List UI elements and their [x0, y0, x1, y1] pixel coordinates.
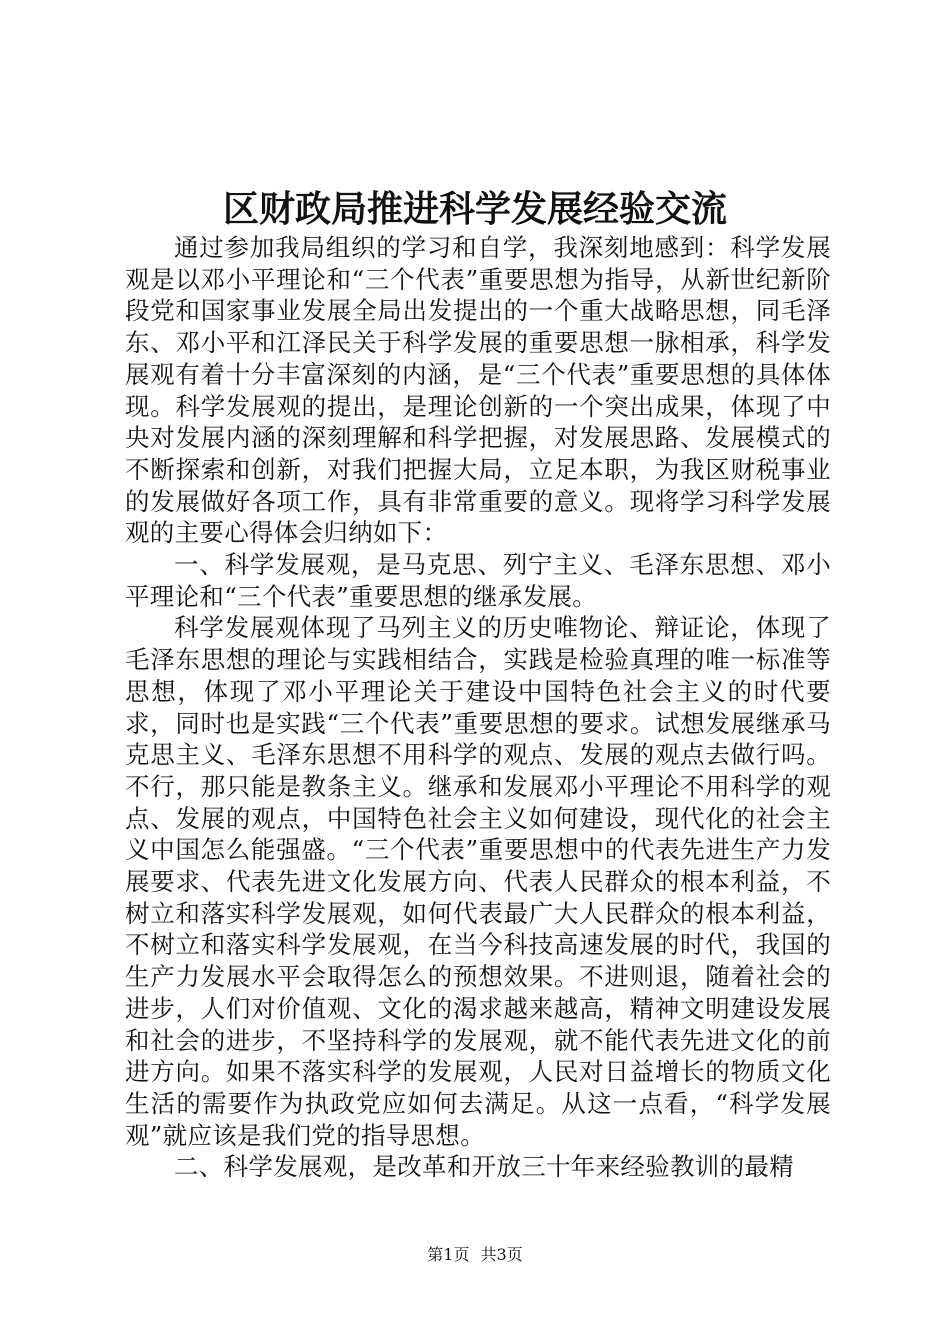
- page-number: 第1页: [427, 1245, 470, 1264]
- paragraph-intro: 通过参加我局组织的学习和自学，我深刻地感到：科学发展观是以邓小平理论和“三个代表”重要思想为指导，从新世纪新阶段党和国家事业发展全局出发提出的一个重大战略思想，同毛泽东、邓小平和江泽民关于科学发展的重要思想一脉相承，科学发展观有着十分丰富深刻的内涵，是“三个代表”重要思想的具体体现。科学发展观的提出，是理论创新的一个突出成果，体现了中央对发展内涵的深刻理解和科学把握，对发展思路、发展模式的不断探索和创新，对我们把握大局，立足本职，为我区财税事业的发展做好各项工作，具有非常重要的意义。现将学习科学发展观的主要心得体会归纳如下：: [125, 233, 831, 548]
- paragraph-section-one-heading: 一、科学发展观，是马克思、列宁主义、毛泽东思想、邓小平理论和“三个代表”重要思想的继承发展。: [125, 550, 831, 611]
- page-total: 共3页: [480, 1245, 523, 1264]
- paragraph-section-two-heading: 二、科学发展观，是改革和开放三十年来经验教训的最精: [174, 1152, 794, 1182]
- document-title: 区财政局推进科学发展经验交流: [222, 188, 727, 230]
- page-footer: [0, 1244, 950, 1266]
- paragraph-section-one-body: 科学发展观体现了马列主义的历史唯物论、辩证论，体现了毛泽东思想的理论与实践相结合，实践是检验真理的唯一标准等思想，体现了邓小平理论关于建设中国特色社会主义的时代要求，同时也是实践“三个代表”重要思想的要求。试想发展继承马克思主义、毛泽东思想不用科学的观点、发展的观点去做行吗。不行，那只能是教条主义。继承和发展邓小平理论不用科学的观点、发展的观点，中国特色社会主义如何建设，现代化的社会主义中国怎么能强盛。“三个代表”重要思想中的代表先进生产力发展要求、代表先进文化发展方向、代表人民群众的根本利益，不树立和落实科学发展观，如何代表最广大人民群众的根本利益，不树立和落实科学发展观，在当今科技高速发展的时代，我国的生产力发展水平会取得怎么的预想效果。不进则退，随着社会的进步，人们对价值观、文化的渴求越来越高，精神文明建设发展和社会的进步，不坚持科学的发展观，就不能代表先进文化的前进方向。如果不落实科学的发展观，人民对日益增长的物质文化生活的需要作为执政党应如何去满足。从这一点看，“科学发展观”就应该是我们党的指导思想。: [125, 613, 831, 1150]
- document-body: [125, 232, 831, 1183]
